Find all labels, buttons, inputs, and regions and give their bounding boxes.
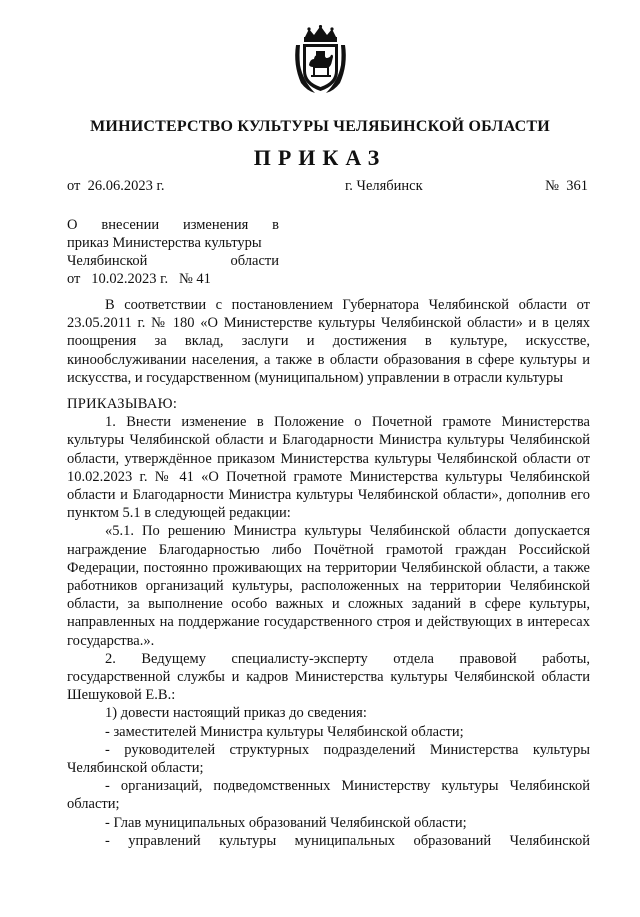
order-subject bbox=[67, 216, 279, 288]
recipient-item: - руководителей структурных подразделений Министерства культуры Челябинской области; bbox=[67, 741, 590, 777]
preamble-paragraph: В соответствии с постановлением Губернатора Челябинской области от 23.05.2011 г. № 180 «О Министерстве культуры Челябинской области» и в целях поощрения за вклад, заслуги и достижения в культуре, искусстве, кинообслуживании населения, а также в области образования в сфере культуры и искусства, и государственном (муниципальном) управлении в отрасли культуры bbox=[67, 297, 590, 386]
order-item-2: 2. Ведущему специалисту-эксперту отдела правовой работы, государственной службы и кадров Министерства культуры Челябинской области Шешуковой Е.В.: bbox=[67, 650, 594, 704]
order-item-1: 1. Внести изменение в Положение о Почетной грамоте Министерства культуры Челябинской области и Благодарности Министра культуры Челябинской области, утверждённое приказом Министерства культуры Челябинской области от 10.02.2023 г. № 41 «О Почетной грамоте Министерства культуры Челябинской области и Благодарности Министра культуры Челябинской области», дополнив его пунктом 5.1 в следующей редакции: bbox=[67, 414, 590, 522]
order-city: г. Челябинск bbox=[344, 178, 423, 194]
recipient-item: - организаций, подведомственных Министерству культуры Челябинской области; bbox=[67, 778, 590, 813]
order-item-1-quote: «5.1. По решению Министра культуры Челябинской области допускается награждение Благодарностью либо Почётной грамотой граждан Российской Федерации, постоянно проживающих на территории Челябинской области, а также работников организаций культуры, расположенных на территории Челябинской области, за выполнение особо важных и сложных заданий в сфере культуры, направленных на поддержание государственного строя и действующих в интересах государства.». bbox=[67, 523, 590, 649]
order-subitem-1: 1) довести настоящий приказ до сведения: bbox=[105, 705, 367, 722]
subject-word: внесении bbox=[101, 217, 160, 233]
subject-word: изменения bbox=[182, 217, 249, 233]
subject-word: О bbox=[67, 217, 78, 233]
subject-word: в bbox=[272, 217, 279, 233]
order-meta bbox=[67, 178, 588, 195]
recipient-item: - заместителей Министра культуры Челябинской области; bbox=[105, 723, 464, 740]
subject-line: приказ Министерства культуры bbox=[67, 235, 262, 251]
subject-word: области bbox=[230, 253, 279, 269]
chelyabinsk-coat-of-arms-icon bbox=[293, 25, 348, 95]
order-doc-type: ПРИКАЗ bbox=[253, 145, 387, 170]
recipient-item: - управлений культуры муниципальных образований Челябинской bbox=[105, 832, 590, 849]
order-word: ПРИКАЗЫВАЮ: bbox=[67, 396, 178, 413]
order-body bbox=[67, 296, 594, 850]
subject-line: от 10.02.2023 г. № 41 bbox=[67, 271, 211, 287]
order-date: от 26.06.2023 г. bbox=[67, 178, 165, 194]
ministry-title: МИНИСТЕРСТВО КУЛЬТУРЫ ЧЕЛЯБИНСКОЙ ОБЛАСТИ bbox=[90, 118, 550, 135]
recipient-item: - Глав муниципальных образований Челябинской области; bbox=[105, 814, 467, 831]
subject-word: Челябинской bbox=[67, 253, 148, 269]
order-number: № 361 bbox=[545, 178, 588, 194]
